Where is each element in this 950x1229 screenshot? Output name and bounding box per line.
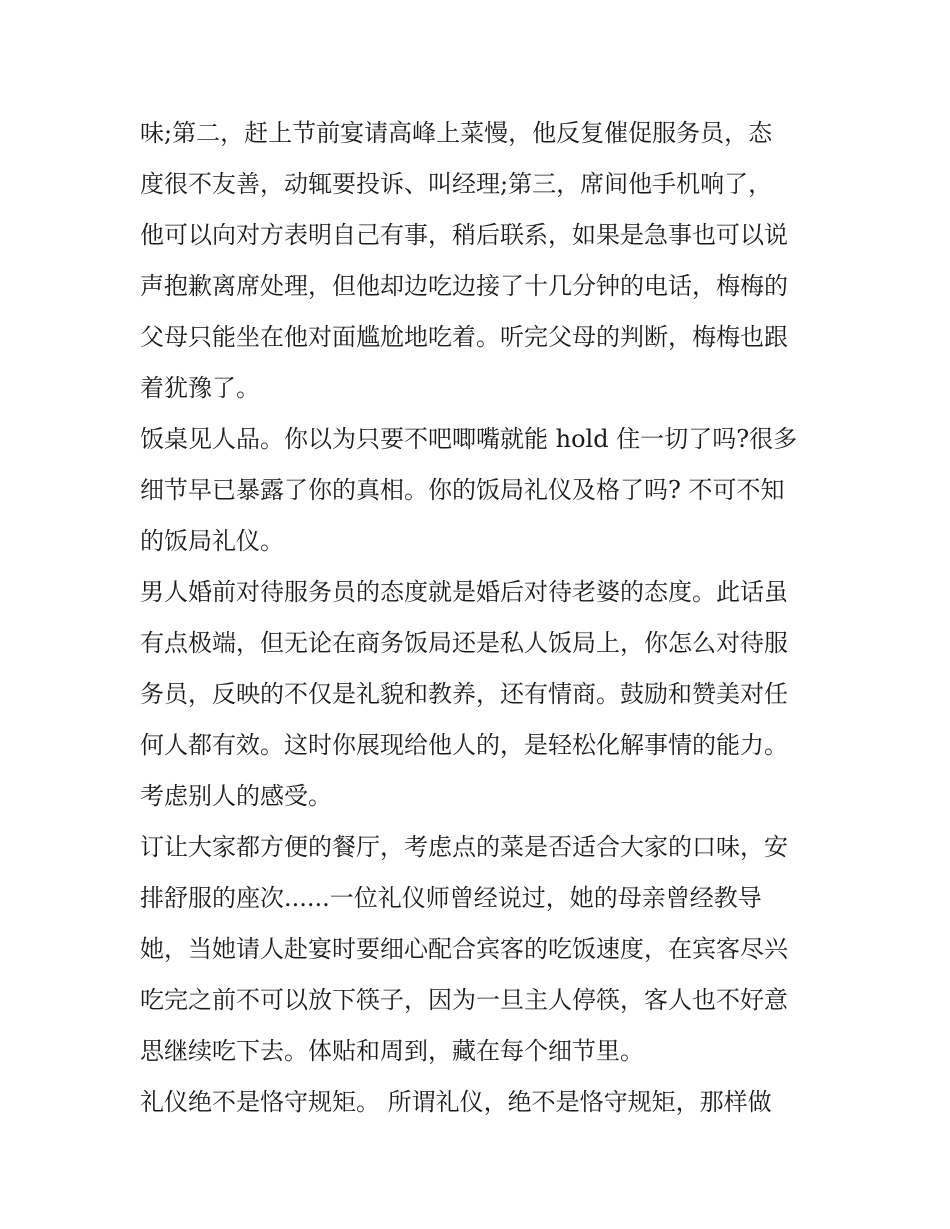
text-line: 着犹豫了。 — [140, 374, 260, 402]
text-line: 度很不友善，动辄要投诉、叫经理;第三，席间他手机响了， — [140, 170, 773, 198]
text-line: 务员，反映的不仅是礼貌和教养，还有情商。鼓励和赞美对任 — [140, 680, 788, 708]
text-line: 她，当她请人赴宴时要细心配合宾客的吃饭速度，在宾客尽兴 — [140, 935, 788, 963]
text-line: 细节早已暴露了你的真相。你的饭局礼仪及格了吗? 不可不知 — [140, 476, 785, 504]
text-line: 考虑别人的感受。 — [140, 782, 332, 810]
text-line: 味;第二，赶上节前宴请高峰上菜慢，他反复催促服务员，态 — [140, 119, 773, 147]
text-line: 有点极端，但无论在商务饭局还是私人饭局上，你怎么对待服 — [140, 629, 788, 657]
text-line: 声抱歉离席处理，但他却边吃边接了十几分钟的电话，梅梅的 — [140, 272, 788, 300]
document-body — [140, 108, 820, 1128]
text-line: 男人婚前对待服务员的态度就是婚后对待老婆的态度。此话虽 — [140, 578, 788, 606]
text-line: 订让大家都方便的餐厅，考虑点的菜是否适合大家的口味，安 — [140, 833, 788, 861]
text-line: 何人都有效。这时你展现给他人的，是轻松化解事情的能力。 — [140, 731, 788, 759]
text-line: 吃完之前不可以放下筷子，因为一旦主人停筷，客人也不好意 — [140, 986, 788, 1014]
text-line: 礼仪绝不是恪守规矩。 所谓礼仪，绝不是恪守规矩，那样做 — [140, 1088, 772, 1116]
text-line: 思继续吃下去。体贴和周到，藏在每个细节里。 — [140, 1037, 644, 1065]
text-line: 的饭局礼仪。 — [140, 527, 284, 555]
text-line: 他可以向对方表明自己有事，稍后联系，如果是急事也可以说 — [140, 221, 788, 249]
text-line: 排舒服的座次......一位礼仪师曾经说过，她的母亲曾经教导 — [140, 884, 762, 912]
text-line: 父母只能坐在他对面尴尬地吃着。听完父母的判断，梅梅也跟 — [140, 323, 788, 351]
text-line: 饭桌见人品。你以为只要不吧唧嘴就能 hold 住一切了吗?很多 — [140, 425, 798, 453]
